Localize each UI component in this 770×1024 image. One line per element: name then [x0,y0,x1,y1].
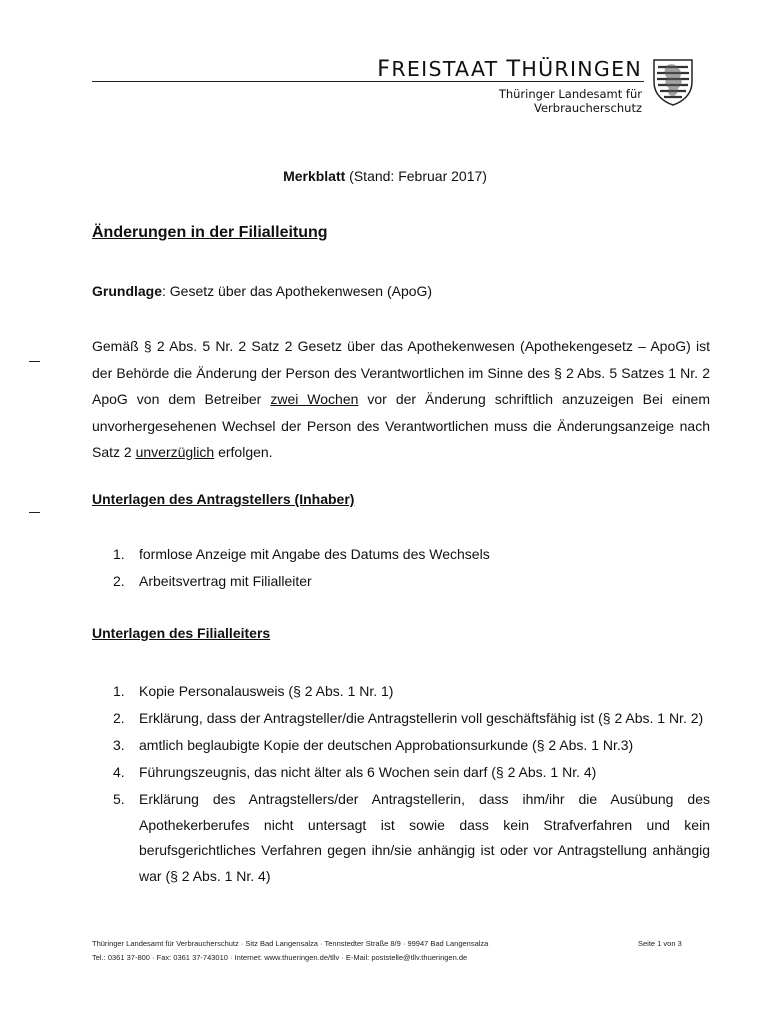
list-item-number: 1. [113,546,125,562]
list-item-text: Erklärung, dass der Antragsteller/die Antragstellerin voll geschäftsfähig ist (§ 2 Abs. 1 Nr. 2) [139,710,704,726]
list-item-text: formlose Anzeige mit Angabe des Datums des Wechsels [139,546,490,562]
thuringia-lion-coat-of-arms-icon [652,58,694,106]
grundlage-line [92,283,432,299]
merkblatt-stand: (Stand: Februar 2017) [345,168,487,184]
margin-mark [29,361,40,362]
paragraph-part1: Gemäß § 2 Abs. 5 Nr. 2 Satz 2 Gesetz über das Apothekenwesen (Apothekengesetz – ApoG) ist der Behörde die Änderung der Person des Verantwortlichen im Sinne des § 2 Abs. 5 Satzes 1 Nr. 2 ApoG von dem Betreiber [92,338,710,407]
list-item [113,706,710,732]
section-heading-filialleiter: Unterlagen des Filialleiters [92,625,271,641]
footer-line1: Thüringer Landesamt für Verbraucherschutz · Sitz Bad Langensalza · Tennstedter Straße 8/9 · 99947 Bad Langensalza [92,939,489,948]
list-item-number: 5. [113,791,125,807]
main-paragraph [92,333,710,466]
header-title-reistaat: REISTAAT [391,57,499,81]
list-item [113,787,710,889]
list-item-text: amtlich beglaubigte Kopie der deutschen Approbationsurkunde (§ 2 Abs. 1 Nr.3) [139,737,634,753]
margin-mark [29,512,40,513]
header-subtitle-line2: Verbraucherschutz [534,101,642,115]
header-title [377,56,642,82]
list-item-number: 2. [113,573,125,589]
merkblatt-label: Merkblatt [283,168,346,184]
merkblatt-line [0,168,770,184]
list-item [113,760,710,786]
list-item [113,733,710,759]
page-number: Seite 1 von 3 [638,939,682,948]
footer-line2: Tel.: 0361 37-800 · Fax: 0361 37-743010 · Internet: www.thueringen.de/tllv · E-Mail: poststelle@tllv.thueringen.de [92,953,468,962]
paragraph-emphasis-unverzueglich: unverzüglich [135,444,215,460]
paragraph-part2: vor der Änderung schriftlich anzuzeigen Bei einem unvorhergesehenen Wechsel der Person des Verantwortlichen muss die Änderungsanzeige nach Satz 2 [92,391,710,460]
list-item-text: Kopie Personalausweis (§ 2 Abs. 1 Nr. 1) [139,683,394,699]
section-heading-antragsteller: Unterlagen des Antragstellers (Inhaber) [92,491,355,507]
list-item [113,679,710,705]
header-rule [92,81,644,82]
header-subtitle-line1: Thüringer Landesamt für [498,87,642,101]
antragsteller-documents-list [113,542,710,596]
document-title: Änderungen in der Filialleitung [92,224,328,241]
list-item-text: Führungszeugnis, das nicht älter als 6 Wochen sein darf (§ 2 Abs. 1 Nr. 4) [139,764,597,780]
list-item-text: Arbeitsvertrag mit Filialleiter [139,573,312,589]
header-title-initial-f: F [377,56,392,82]
list-item-number: 4. [113,764,125,780]
header-title-initial-t: T [506,56,522,82]
filialleiter-documents-list [113,679,710,891]
paragraph-part3: erfolgen. [214,444,273,460]
list-item-number: 2. [113,710,125,726]
footer-address [92,937,488,965]
list-item [113,542,710,568]
list-item-text: Erklärung des Antragstellers/der Antragstellerin, dass ihm/ihr die Ausübung des Apothekerberufes nicht untersagt ist sowie dass kein Strafverfahren und kein berufsgerichtliches Verfahren gegen ihn/sie anhängig ist oder vor Antragstellung anhängig war (§ 2 Abs. 1 Nr. 4) [139,791,710,884]
list-item [113,569,710,595]
header-title-huringen: HÜRINGEN [521,57,642,81]
paragraph-emphasis-zwei-wochen: zwei Wochen [270,391,359,407]
grundlage-label: Grundlage [92,283,163,299]
header-subtitle [499,87,642,115]
list-item-number: 3. [113,737,125,753]
list-item-number: 1. [113,683,125,699]
grundlage-text: : Gesetz über das Apothekenwesen (ApoG) [162,283,433,299]
